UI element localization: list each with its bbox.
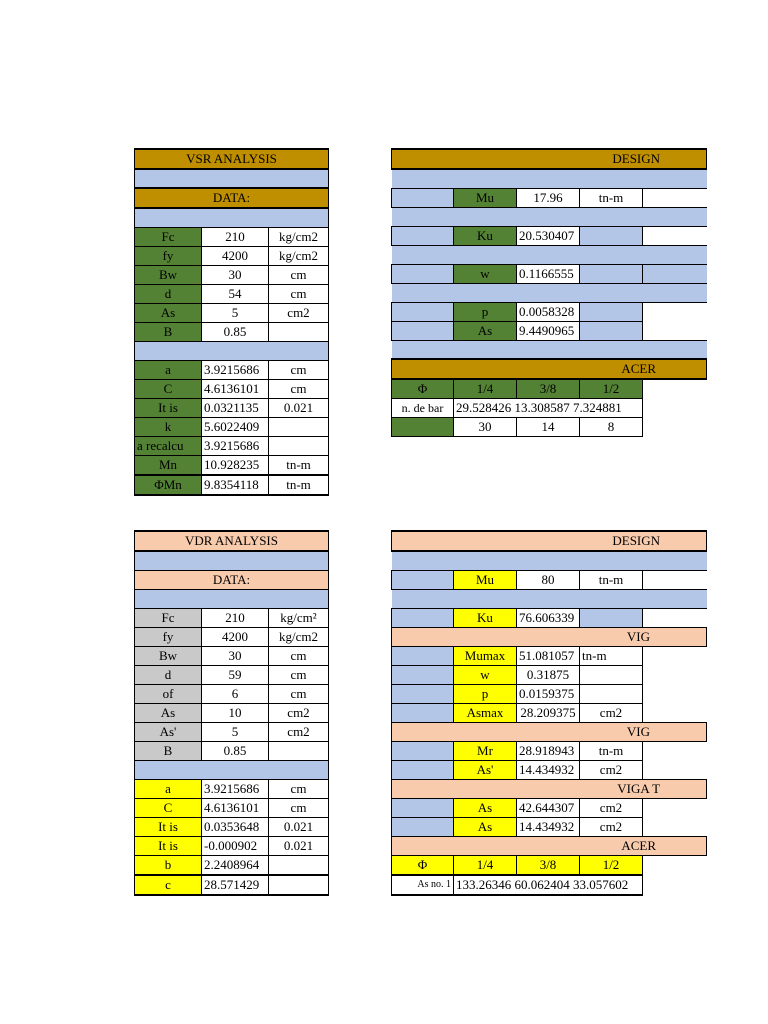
input-value[interactable]: 30 xyxy=(202,646,269,665)
input-value[interactable]: 4200 xyxy=(202,246,269,265)
input-value[interactable]: 210 xyxy=(202,608,269,627)
spacer-cell[interactable] xyxy=(580,608,643,627)
input-label[interactable]: As' xyxy=(135,722,202,741)
empty-cell xyxy=(643,703,707,722)
input-value[interactable]: 6 xyxy=(202,684,269,703)
as-unit[interactable]: cm2 xyxy=(580,798,643,817)
empty-cell xyxy=(643,302,707,321)
p-value[interactable]: 0.0058328 xyxy=(517,302,580,321)
vig-section-1[interactable]: VIG xyxy=(392,627,707,646)
w-value[interactable]: 0.1166555 xyxy=(517,264,580,283)
result-label[interactable]: a recalcu xyxy=(135,436,202,455)
bar-size[interactable]: 3/8 xyxy=(517,379,580,399)
as-label[interactable]: As xyxy=(454,321,517,340)
result-value[interactable]: 4.6136101 xyxy=(202,379,269,398)
phi-label[interactable]: Φ xyxy=(392,379,454,399)
blank-row[interactable] xyxy=(392,589,707,608)
result-label[interactable]: C xyxy=(135,379,202,398)
empty-cell xyxy=(643,570,707,589)
spacer-cell[interactable] xyxy=(392,264,454,283)
empty-cell xyxy=(643,665,707,684)
blank-row[interactable] xyxy=(135,341,329,360)
vsr-data-label[interactable]: DATA: xyxy=(135,188,329,208)
mr-label[interactable]: Mr xyxy=(454,741,517,760)
result-label[interactable]: Mn xyxy=(135,455,202,475)
input-value[interactable]: 30 xyxy=(202,265,269,284)
result-value[interactable]: 0.0321135 xyxy=(202,398,269,417)
result-extra[interactable]: 0.021 xyxy=(269,836,329,855)
input-unit[interactable] xyxy=(269,322,329,341)
result-extra[interactable]: cm xyxy=(269,779,329,798)
ku-value[interactable]: 20.530407 xyxy=(517,226,580,245)
blank-row[interactable] xyxy=(392,245,707,264)
input-label[interactable]: B xyxy=(135,741,202,760)
result-label[interactable]: a xyxy=(135,779,202,798)
vsr-design-title[interactable]: DESIGN xyxy=(392,149,707,169)
spacer-cell[interactable] xyxy=(392,302,454,321)
spacer-cell[interactable] xyxy=(392,798,454,817)
input-value[interactable]: 5 xyxy=(202,303,269,322)
input-unit[interactable]: cm xyxy=(269,665,329,684)
empty-cell[interactable] xyxy=(580,665,643,684)
result-label[interactable]: It is xyxy=(135,398,202,417)
input-value[interactable]: 4200 xyxy=(202,627,269,646)
blank-row[interactable] xyxy=(135,760,329,779)
input-label[interactable]: As xyxy=(135,703,202,722)
ku-value[interactable]: 76.606339 xyxy=(517,608,580,627)
result-extra[interactable]: 0.021 xyxy=(269,817,329,836)
blank-row[interactable] xyxy=(135,208,329,227)
spacer-cell[interactable] xyxy=(392,188,454,207)
blank-row[interactable] xyxy=(135,551,329,570)
result-value[interactable]: 3.9215686 xyxy=(202,360,269,379)
empty-cell xyxy=(643,817,707,836)
input-value[interactable]: 210 xyxy=(202,227,269,246)
input-unit[interactable]: cm xyxy=(269,684,329,703)
vsr-design-table xyxy=(391,148,707,437)
as-unit[interactable]: cm2 xyxy=(580,817,643,836)
bar-size[interactable]: 3/8 xyxy=(517,855,580,875)
bar-count-values[interactable]: 29.528426 13.308587 7.324881 xyxy=(454,399,643,418)
result-extra[interactable]: tn-m xyxy=(269,475,329,495)
input-value[interactable]: 0.85 xyxy=(202,322,269,341)
mu-label[interactable]: Mu xyxy=(454,188,517,207)
result-label[interactable]: b xyxy=(135,855,202,875)
input-unit[interactable]: cm2 xyxy=(269,303,329,322)
input-unit[interactable]: cm2 xyxy=(269,703,329,722)
p-label[interactable]: p xyxy=(454,302,517,321)
mumax-value[interactable]: 51.081057 xyxy=(517,646,580,665)
as-no-values[interactable]: 133.26346 60.062404 33.057602 xyxy=(454,875,643,895)
result-value[interactable]: 2.2408964 xyxy=(202,855,269,875)
input-label[interactable]: Bw xyxy=(135,646,202,665)
input-value[interactable]: 0.85 xyxy=(202,741,269,760)
result-value[interactable]: 28.571429 xyxy=(202,875,269,895)
spacer-cell[interactable] xyxy=(580,321,643,340)
empty-cell xyxy=(643,798,707,817)
input-unit[interactable]: cm xyxy=(269,646,329,665)
input-value[interactable]: 5 xyxy=(202,722,269,741)
bar-size[interactable]: 1/2 xyxy=(580,855,643,875)
w-label[interactable]: w xyxy=(454,665,517,684)
blank-row[interactable] xyxy=(392,551,707,570)
blank-row[interactable] xyxy=(135,169,329,188)
as-value[interactable]: 42.644307 xyxy=(517,798,580,817)
bar-rounded[interactable]: 30 xyxy=(454,418,517,437)
as-prime-unit[interactable]: cm2 xyxy=(580,760,643,779)
result-extra[interactable] xyxy=(269,436,329,455)
as-prime-value[interactable]: 14.434932 xyxy=(517,760,580,779)
vig-section-2[interactable]: VIG xyxy=(392,722,707,741)
spacer-cell[interactable] xyxy=(392,418,454,437)
ku-label[interactable]: Ku xyxy=(454,226,517,245)
spacer-cell[interactable] xyxy=(392,646,454,665)
spacer-cell[interactable] xyxy=(392,817,454,836)
input-unit[interactable]: kg/cm2 xyxy=(269,246,329,265)
empty-cell xyxy=(643,646,707,665)
bar-rounded[interactable]: 8 xyxy=(580,418,643,437)
input-value[interactable]: 59 xyxy=(202,665,269,684)
result-extra[interactable]: 0.021 xyxy=(269,398,329,417)
spacer-cell[interactable] xyxy=(580,302,643,321)
result-extra[interactable]: cm xyxy=(269,798,329,817)
input-label[interactable]: d xyxy=(135,284,202,303)
result-label[interactable]: It is xyxy=(135,817,202,836)
as-value[interactable]: 9.4490965 xyxy=(517,321,580,340)
spacer-cell[interactable] xyxy=(643,264,707,283)
bar-size[interactable]: 1/4 xyxy=(454,379,517,399)
mu-value[interactable]: 80 xyxy=(517,570,580,589)
empty-cell xyxy=(643,418,707,437)
spacer-cell[interactable] xyxy=(392,321,454,340)
w-label[interactable]: w xyxy=(454,264,517,283)
result-label[interactable]: a xyxy=(135,360,202,379)
result-value[interactable]: -0.000902 xyxy=(202,836,269,855)
input-label[interactable]: B xyxy=(135,322,202,341)
vdr-data-label[interactable]: DATA: xyxy=(135,570,329,589)
input-label[interactable]: Fc xyxy=(135,608,202,627)
mu-unit[interactable]: tn-m xyxy=(580,570,643,589)
mu-value[interactable]: 17.96 xyxy=(517,188,580,207)
spacer-cell[interactable] xyxy=(392,608,454,627)
vdr-title[interactable]: VDR ANALYSIS xyxy=(135,531,329,551)
empty-cell xyxy=(643,608,707,627)
empty-cell xyxy=(643,684,707,703)
input-label[interactable]: fy xyxy=(135,246,202,265)
input-unit[interactable] xyxy=(269,741,329,760)
w-value[interactable]: 0.31875 xyxy=(517,665,580,684)
spacer-cell[interactable] xyxy=(392,226,454,245)
empty-cell xyxy=(643,760,707,779)
as-prime-label[interactable]: As' xyxy=(454,760,517,779)
vdr-design-table xyxy=(391,530,707,896)
spacer-cell[interactable] xyxy=(392,665,454,684)
input-unit[interactable]: kg/cm2 xyxy=(269,227,329,246)
spacer-cell[interactable] xyxy=(392,703,454,722)
result-extra[interactable]: cm xyxy=(269,360,329,379)
blank-row[interactable] xyxy=(392,207,707,226)
mu-unit[interactable]: tn-m xyxy=(580,188,643,207)
asmax-label[interactable]: Asmax xyxy=(454,703,517,722)
as-no-label[interactable]: As no. 1 xyxy=(392,875,454,895)
blank-row[interactable] xyxy=(392,340,707,359)
result-extra[interactable] xyxy=(269,875,329,895)
input-label[interactable]: of xyxy=(135,684,202,703)
bar-size[interactable]: 1/4 xyxy=(454,855,517,875)
input-unit[interactable]: kg/cm2 xyxy=(269,627,329,646)
p-label[interactable]: p xyxy=(454,684,517,703)
bar-size[interactable]: 1/2 xyxy=(580,379,643,399)
blank-row[interactable] xyxy=(392,169,707,188)
result-value[interactable]: 10.928235 xyxy=(202,455,269,475)
bar-rounded[interactable]: 14 xyxy=(517,418,580,437)
result-value[interactable]: 5.6022409 xyxy=(202,417,269,436)
input-unit[interactable]: cm xyxy=(269,265,329,284)
result-value[interactable]: 3.9215686 xyxy=(202,779,269,798)
result-label[interactable]: c xyxy=(135,875,202,895)
phi-label[interactable]: Φ xyxy=(392,855,454,875)
result-extra[interactable]: tn-m xyxy=(269,455,329,475)
empty-cell xyxy=(643,875,707,895)
spacer-cell[interactable] xyxy=(392,741,454,760)
vdr-analysis-table xyxy=(134,530,329,896)
result-value[interactable]: 0.0353648 xyxy=(202,817,269,836)
spacer-cell[interactable] xyxy=(580,264,643,283)
acer-title[interactable]: ACER xyxy=(392,836,707,855)
input-unit[interactable]: cm xyxy=(269,284,329,303)
mr-value[interactable]: 28.918943 xyxy=(517,741,580,760)
spacer-cell[interactable] xyxy=(392,760,454,779)
result-value[interactable]: 3.9215686 xyxy=(202,436,269,455)
spacer-cell[interactable] xyxy=(392,570,454,589)
mumax-label[interactable]: Mumax xyxy=(454,646,517,665)
mr-unit[interactable]: tn-m xyxy=(580,741,643,760)
input-label[interactable]: Bw xyxy=(135,265,202,284)
input-label[interactable]: Fc xyxy=(135,227,202,246)
input-label[interactable]: As xyxy=(135,303,202,322)
vsr-analysis-table xyxy=(134,148,329,496)
empty-cell[interactable] xyxy=(580,684,643,703)
empty-cell xyxy=(643,741,707,760)
mumax-unit[interactable]: tn-m xyxy=(580,646,643,665)
vsr-title[interactable]: VSR ANALYSIS xyxy=(135,149,329,169)
result-label[interactable]: ΦMn xyxy=(135,475,202,495)
empty-cell xyxy=(643,379,707,399)
result-extra[interactable]: cm xyxy=(269,379,329,398)
empty-cell xyxy=(643,226,707,245)
input-unit[interactable]: kg/cm² xyxy=(269,608,329,627)
input-value[interactable]: 54 xyxy=(202,284,269,303)
empty-cell xyxy=(643,855,707,875)
mu-label[interactable]: Mu xyxy=(454,570,517,589)
input-unit[interactable]: cm2 xyxy=(269,722,329,741)
blank-row[interactable] xyxy=(392,283,707,302)
empty-cell xyxy=(643,188,707,207)
as-label[interactable]: As xyxy=(454,817,517,836)
result-extra[interactable] xyxy=(269,855,329,875)
input-label[interactable]: d xyxy=(135,665,202,684)
vdr-design-title[interactable]: DESIGN xyxy=(392,531,707,551)
spacer-cell[interactable] xyxy=(392,684,454,703)
result-label[interactable]: It is xyxy=(135,836,202,855)
input-label[interactable]: fy xyxy=(135,627,202,646)
asmax-unit[interactable]: cm2 xyxy=(580,703,643,722)
result-value[interactable]: 9.8354118 xyxy=(202,475,269,495)
asmax-value[interactable]: 28.209375 xyxy=(517,703,580,722)
n-bar-label[interactable]: n. de bar xyxy=(392,399,454,418)
acer-title[interactable]: ACER xyxy=(392,359,707,379)
result-label[interactable]: k xyxy=(135,417,202,436)
empty-cell xyxy=(643,399,707,418)
input-value[interactable]: 10 xyxy=(202,703,269,722)
as-value[interactable]: 14.434932 xyxy=(517,817,580,836)
empty-cell xyxy=(643,321,707,340)
blank-row[interactable] xyxy=(135,589,329,608)
as-label[interactable]: As xyxy=(454,798,517,817)
p-value[interactable]: 0.0159375 xyxy=(517,684,580,703)
result-extra[interactable] xyxy=(269,417,329,436)
result-label[interactable]: C xyxy=(135,798,202,817)
ku-label[interactable]: Ku xyxy=(454,608,517,627)
spacer-cell[interactable] xyxy=(580,226,643,245)
viga-t-section[interactable]: VIGA T xyxy=(392,779,707,798)
result-value[interactable]: 4.6136101 xyxy=(202,798,269,817)
